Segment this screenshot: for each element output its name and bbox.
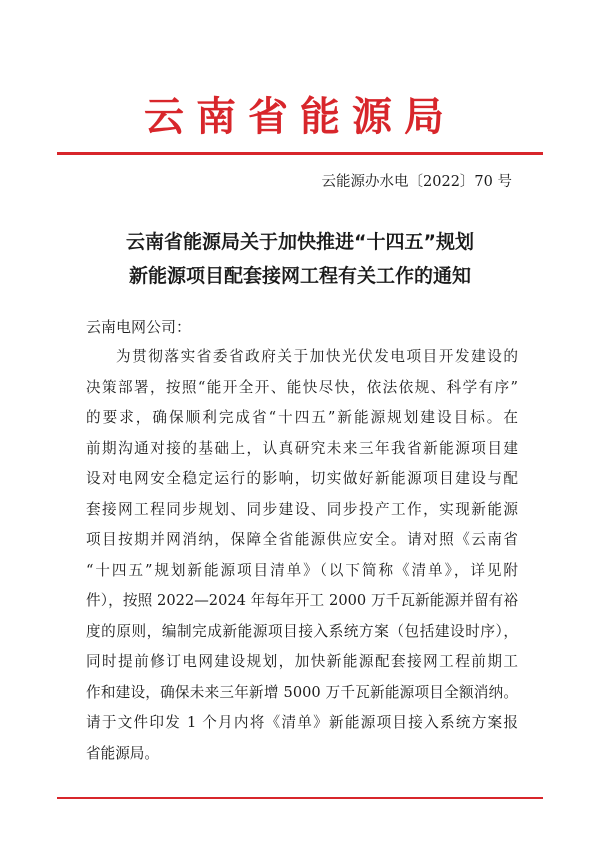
body-line: 套接网工程同步规划、同步建设、同步投产工作，实现新能源 [86, 500, 518, 518]
footer-divider [57, 797, 543, 799]
body-line: 为贯彻落实省委省政府关于加快光伏发电项目开发建设的 [116, 348, 518, 365]
body-line: 作和建设，确保未来三年新增 5000 万千瓦新能源项目全额消纳。 [86, 683, 518, 701]
notice-title-line-1: 云南省能源局关于加快推进“十四五”规划 [126, 231, 474, 253]
document-number: 云能源办水电〔2022〕70 号 [321, 174, 512, 190]
body-line: 的要求，确保顺利完成省“十四五”新能源规划建设目标。在 [86, 409, 518, 426]
body-line: 决策部署，按照“能开全开、能快尽快，依法依规、科学有序” [86, 378, 518, 396]
body-paragraph [86, 342, 518, 769]
body-line: 同时提前修订电网建设规划，加快新能源配套接网工程前期工 [86, 653, 518, 670]
body-line: 件），按照 2022—2024 年每年开工 2000 万千瓦新能源并留有裕 [86, 592, 518, 609]
notice-title-line-2: 新能源项目配套接网工程有关工作的通知 [128, 265, 471, 287]
masthead-divider [57, 152, 543, 155]
body-line: 度的原则，编制完成新能源项目接入系统方案（包括建设时序）， [86, 622, 518, 640]
body-line: 设对电网安全稳定运行的影响，切实做好新能源项目建设与配 [86, 470, 518, 487]
body-line: 请于文件印发 1 个月内将《清单》新能源项目接入系统方案报 [86, 714, 518, 731]
body-line: “十四五”规划新能源项目清单》（以下简称《清单》，详见附 [86, 561, 518, 579]
body-line: 前期沟通对接的基础上，认真研究未来三年我省新能源项目建 [86, 439, 518, 457]
body-line: 项目按期并网消纳，保障全省能源供应安全。请对照《云南省 [86, 531, 518, 548]
addressee: 云南电网公司： [86, 318, 192, 336]
masthead-title: 云南省能源局 [144, 93, 456, 140]
body-line: 省能源局。 [86, 744, 159, 762]
notice-title [0, 225, 600, 293]
